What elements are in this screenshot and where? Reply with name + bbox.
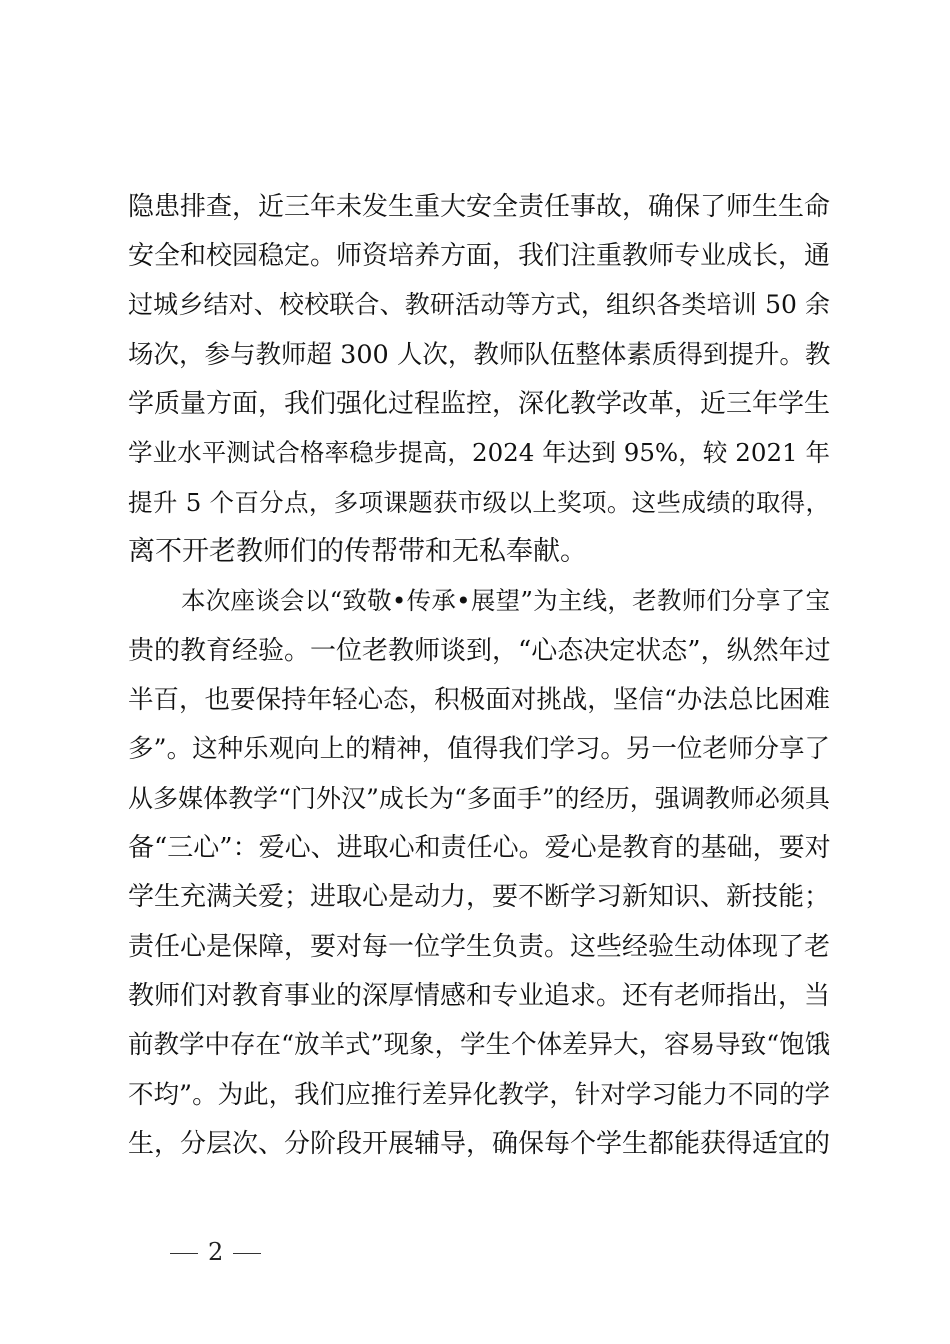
footer-dash-right — [233, 1253, 261, 1254]
body-line: 半百，也要保持年轻心态，积极面对挑战，坚信“办法总比困难 — [128, 685, 830, 715]
body-line: 过城乡结对、校校联合、教研活动等方式，组织各类培训 50 余 — [128, 290, 830, 319]
body-line: 从多媒体教学“门外汉”成长为“多面手”的经历，强调教师必须具 — [128, 784, 830, 813]
body-line: 生，分层次、分阶段开展辅导，确保每个学生都能获得适宜的 — [128, 1129, 831, 1159]
body-line: 不均”。为此，我们应推行差异化教学，针对学习能力不同的学 — [128, 1080, 830, 1110]
body-line: 场次，参与教师超 300 人次，教师队伍整体素质得到提升。教 — [128, 340, 831, 370]
body-line: 学业水平测试合格率稳步提高，2024 年达到 95%，较 2021 年 — [128, 438, 830, 467]
page-footer — [160, 1234, 271, 1270]
body-line: 教师们对教育事业的深厚情感和专业追求。还有老师指出，当 — [128, 981, 831, 1011]
body-line: 学生充满关爱；进取心是动力，要不断学习新知识、新技能； — [128, 882, 831, 912]
body-line: 离不开老教师们的传帮带和无私奉献。 — [128, 536, 587, 567]
body-line: 本次座谈会以“致敬•传承•展望”为主线，老教师们分享了宝 — [181, 586, 830, 615]
body-line: 多”。这种乐观向上的精神，值得我们学习。另一位老师分享了 — [128, 734, 830, 764]
body-line: 责任心是保障，要对每一位学生负责。这些经验生动体现了老 — [128, 932, 831, 962]
body-line: 提升 5 个百分点，多项课题获市级以上奖项。这些成绩的取得， — [128, 488, 830, 517]
page-number: 2 — [208, 1238, 224, 1266]
body-line: 隐患排查，近三年未发生重大安全责任事故，确保了师生生命 — [128, 192, 831, 222]
footer-dash-left — [170, 1253, 198, 1254]
body-line: 安全和校园稳定。师资培养方面，我们注重教师专业成长，通 — [128, 241, 831, 271]
body-line: 贵的教育经验。一位老教师谈到，“心态决定状态”，纵然年过 — [128, 636, 831, 666]
body-line: 前教学中存在“放羊式”现象，学生个体差异大，容易导致“饱饿 — [128, 1030, 831, 1060]
body-line: 备“三心”：爱心、进取心和责任心。爱心是教育的基础，要对 — [128, 833, 831, 863]
body-line: 学质量方面，我们强化过程监控，深化教学改革，近三年学生 — [128, 389, 831, 419]
